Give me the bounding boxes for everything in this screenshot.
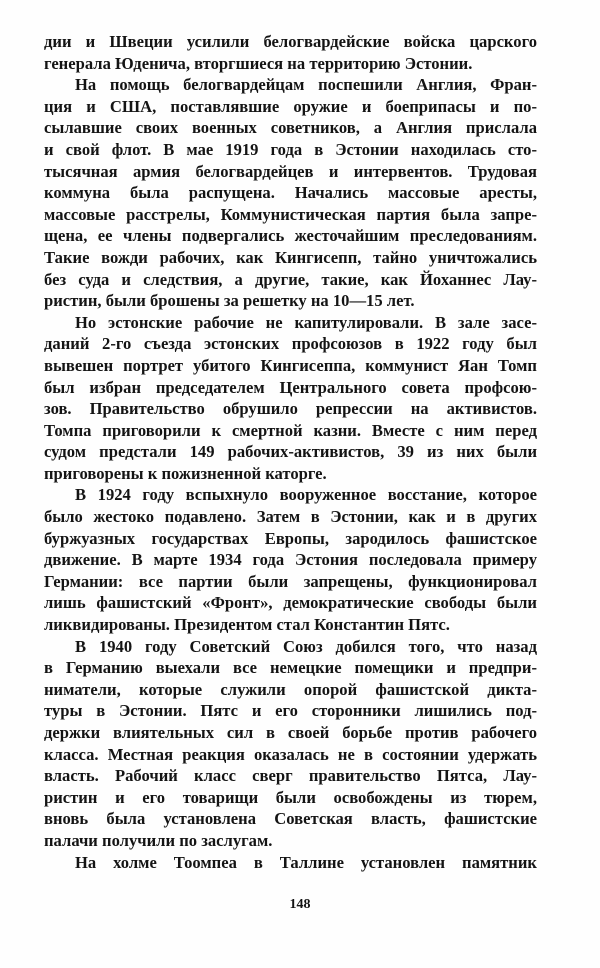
text-line: В 1940 году Советский Союз добился того, что назад	[75, 636, 537, 656]
text-line: приговорены к пожизненной каторге.	[44, 463, 327, 483]
text-line: Такие вожди рабочих, как Кингисепп, тайно уничтожались	[44, 247, 537, 267]
text-line: палачи получили по заслугам.	[44, 830, 273, 850]
text-line: ция и США, поставлявшие оружие и боеприпасы и по-	[44, 96, 537, 116]
text-line: На холме Тоомпеа в Таллине установлен памятник	[75, 852, 537, 872]
text-line: тысячная армия белогвардейцев и интервентов. Трудовая	[44, 161, 537, 181]
text-line: массовые расстрелы, Коммунистическая партия была запре-	[44, 204, 537, 224]
text-line: зов. Правительство обрушило репрессии на активистов.	[44, 399, 537, 419]
text-line: без суда и следствия, а другие, такие, как Йоханнес Лау-	[44, 269, 537, 289]
page-number: 148	[289, 897, 311, 912]
text-line: дии и Швеции усилили белогвардейские войска царского	[44, 32, 537, 51]
text-line: Томпа приговорили к смертной казни. Вместе с ним перед	[44, 420, 537, 440]
text-line: был избран председателем Центрального совета профсою-	[44, 377, 537, 397]
text-line: В 1924 году вспыхнуло вооруженное восстание, которое	[75, 485, 537, 505]
text-line: держки влиятельных сил в своей борьбе против рабочего	[44, 723, 537, 742]
text-line: вывешен портрет убитого Кингисеппа, коммунист Яан Томп	[44, 355, 537, 375]
text-line: и свой флот. В мае 1919 года в Эстонии находилась сто-	[44, 139, 537, 159]
text-line: генерала Юденича, вторгшиеся на территорию Эстонии.	[44, 53, 473, 73]
text-line: движение. В марте 1934 года Эстония последовала примеру	[44, 550, 537, 570]
text-line: было жестоко подавлено. Затем в Эстонии, как и в других	[44, 507, 537, 527]
text-line: вновь была установлена Советская власть, фашистские	[44, 809, 537, 829]
text-line: буржуазных государствах Европы, зародилось фашистское	[44, 528, 537, 548]
text-line: Германии: все партии были запрещены, функционировал	[44, 571, 537, 591]
text-line: коммуна была распущена. Начались массовые аресты,	[44, 183, 537, 203]
text-line: На помощь белогвардейцам поспешили Англия, Фран-	[75, 75, 537, 95]
text-line: класса. Местная реакция оказалась не в состоянии удержать	[44, 744, 537, 764]
text-line: сылавшие своих военных советников, а Англия прислала	[44, 118, 537, 138]
text-line: ристин и его товарищи были освобождены из тюрем,	[44, 787, 537, 807]
text-line: судом предстали 149 рабочих-активистов, 39 из них были	[44, 442, 537, 462]
text-line: власть. Рабочий класс сверг правительство Пятса, Лау-	[44, 766, 537, 786]
text-line: даний 2-го съезда эстонских профсоюзов в 1922 году был	[44, 334, 537, 354]
text-line: лишь фашистский «Фронт», демократические свободы были	[44, 593, 537, 613]
text-line: в Германию выехали все немецкие помещики и предпри-	[44, 658, 537, 678]
text-line: туры в Эстонии. Пятс и его сторонники лишились под-	[44, 701, 537, 721]
text-line: ниматели, которые служили опорой фашистской дикта-	[44, 679, 537, 699]
page-body-text	[44, 31, 537, 873]
text-line: Но эстонские рабочие не капитулировали. В зале засе-	[75, 312, 537, 332]
text-line: щена, ее члены подвергались жесточайшим преследованиям.	[44, 226, 537, 246]
text-line: ристин, были брошены за решетку на 10—15 лет.	[44, 291, 415, 311]
text-line: ликвидированы. Президентом стал Константин Пятс.	[44, 615, 450, 635]
